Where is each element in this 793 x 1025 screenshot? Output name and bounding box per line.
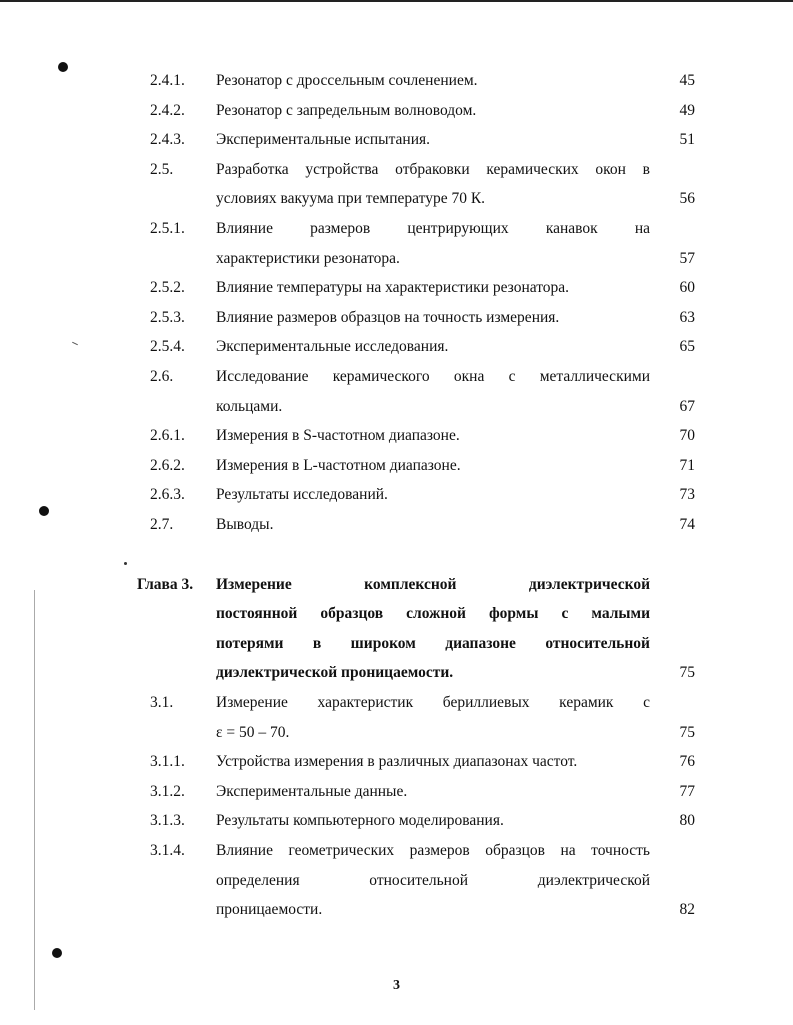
toc-entry-number: 2.5.2. (150, 279, 185, 297)
toc-entry-page: 77 (679, 782, 695, 800)
toc-entry-title-line: Влияние температуры на характеристики резонатора. (216, 279, 570, 297)
toc-entry-title-line: Выводы. (216, 516, 274, 533)
toc-entry-number: 2.4.1. (150, 72, 185, 89)
toc-entry-title-line: Устройства измерения в различных диапазонах частот. (216, 753, 578, 771)
toc-entry-page: 75 (679, 723, 695, 741)
toc-entry-number: 2.6.3. (150, 486, 185, 504)
toc-entry-number: Глава 3. (137, 575, 194, 593)
toc-entry-number: 2.4.2. (150, 101, 185, 119)
toc-entry-page: 49 (679, 101, 695, 119)
toc-entry-title-line: потерями в широком диапазоне относительной (216, 634, 650, 652)
toc-entry-page: 71 (679, 456, 695, 474)
punch-hole-dot (52, 948, 62, 958)
toc-entry-title-line: Влияние размеров центрирующих канавок на (216, 220, 650, 237)
toc-entry-number: 3.1.2. (150, 782, 185, 800)
toc-entry-title-line: Влияние геометрических размеров образцов на точность (216, 842, 650, 859)
toc-entry-page: 57 (679, 249, 695, 267)
toc-entry-page: 65 (679, 338, 695, 356)
toc-entry-title-line: Экспериментальные испытания. (216, 131, 431, 149)
toc-entry-page: 70 (679, 427, 695, 445)
punch-hole-dot (58, 62, 68, 72)
toc-entry-title-line: проницаемости. (216, 901, 323, 919)
top-border-line (0, 0, 793, 2)
toc-entry-title-line: Экспериментальные исследования. (216, 338, 449, 356)
toc-entry-page: 56 (679, 190, 695, 208)
toc-entry-number: 2.5. (150, 160, 174, 178)
toc-entry-page: 45 (679, 72, 695, 89)
toc-entry-title-line: Результаты исследований. (216, 486, 388, 504)
toc-entry-title-line: постоянной образцов сложной формы с малыми (216, 605, 650, 623)
left-margin-line (34, 590, 35, 1010)
toc-entry-page: 76 (679, 753, 695, 771)
toc-entry-number: 3.1.4. (150, 842, 185, 859)
toc-entry-title-line: Исследование керамического окна с металлическими (216, 368, 650, 385)
toc-entry-title-line: Разработка устройства отбраковки керамических окон в (216, 160, 650, 178)
scan-mark (72, 342, 78, 345)
toc-entry-page: 63 (679, 308, 695, 326)
toc-entry-page: 75 (679, 664, 695, 682)
toc-entry-title-line: Резонатор с запредельным волноводом. (216, 101, 477, 119)
toc-entry-title-line: ε = 50 – 70. (216, 723, 290, 741)
toc-entry-title-line: Влияние размеров образцов на точность измерения. (216, 308, 560, 326)
toc-entry-number: 2.5.1. (150, 220, 185, 237)
toc-entry-page: 60 (679, 279, 695, 297)
toc-entry-number: 2.6.2. (150, 456, 185, 474)
toc-entry-title-line: Резонатор с дроссельным сочленением. (216, 72, 478, 89)
toc-entry-number: 3.1.1. (150, 753, 185, 771)
toc-entry-number: 2.5.4. (150, 338, 185, 356)
toc-entry-page: 51 (679, 131, 695, 149)
toc-entry-title-line: Измерение характеристик бериллиевых керамик с (216, 694, 650, 711)
toc-entry-page: 67 (679, 397, 695, 415)
toc-entry-title-line: Экспериментальные данные. (216, 782, 408, 800)
toc-entry-number: 2.4.3. (150, 131, 185, 149)
page-number: 3 (393, 978, 400, 993)
toc-entry-page: 73 (679, 486, 695, 504)
toc-entry-title-line: условиях вакуума при температуре 70 К. (216, 190, 486, 208)
toc-entry-page: 80 (679, 812, 695, 830)
toc-entry-title-line: Измерения в L-частотном диапазоне. (216, 456, 461, 474)
toc-entry-title-line: определения относительной диэлектрической (216, 871, 650, 889)
toc-entry-title-line: диэлектрической проницаемости. (216, 664, 454, 682)
toc-entry-number: 2.5.3. (150, 308, 185, 326)
toc-entry-number: 3.1.3. (150, 812, 185, 830)
punch-hole-dot (39, 506, 49, 516)
toc-entry-number: 2.7. (150, 516, 174, 533)
toc-entry-title-line: Измерение комплексной диэлектрической (216, 575, 650, 593)
toc-entry-number: 2.6.1. (150, 427, 185, 445)
toc-entry-page: 74 (679, 516, 695, 533)
toc-entry-title-line: Измерения в S-частотном диапазоне. (216, 427, 460, 445)
toc-entry-title-line: кольцами. (216, 397, 283, 415)
toc-entry-number: 2.6. (150, 368, 174, 385)
toc-entry-number: 3.1. (150, 694, 174, 711)
toc-entry-title-line: Результаты компьютерного моделирования. (216, 812, 504, 830)
toc-entry-title-line: характеристики резонатора. (216, 249, 400, 267)
toc-entry-page: 82 (679, 901, 695, 919)
scan-speck (124, 562, 127, 565)
